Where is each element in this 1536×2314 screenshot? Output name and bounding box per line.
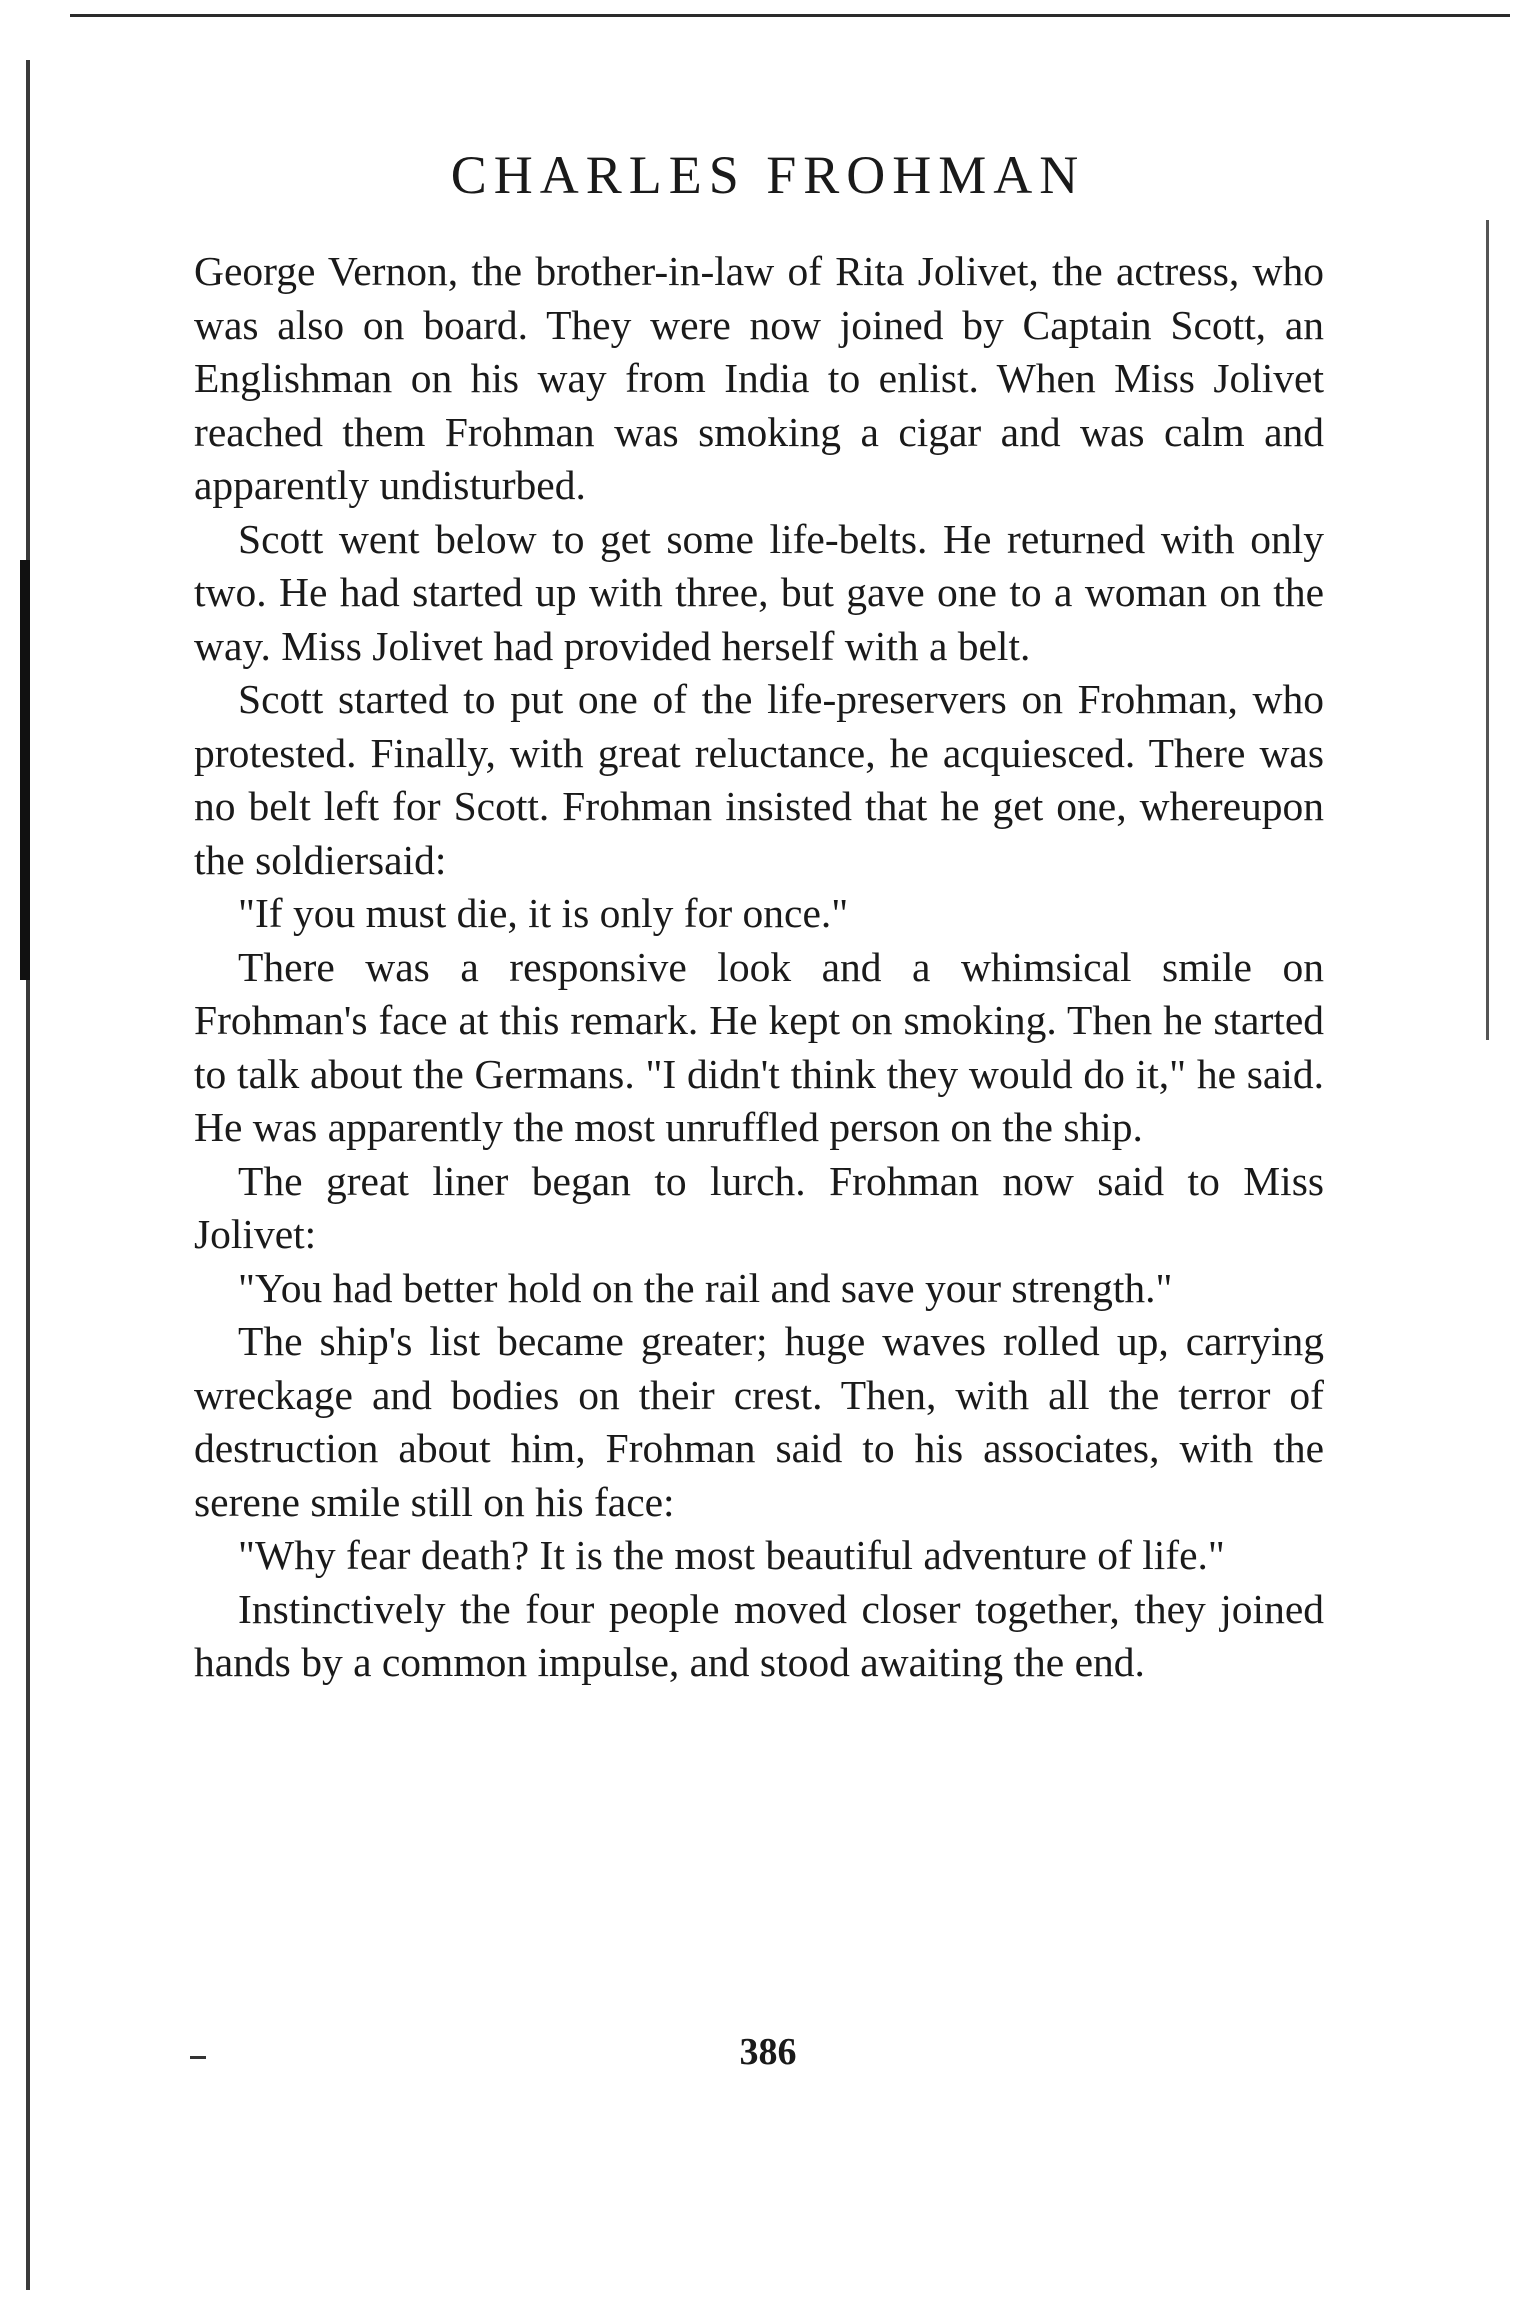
left-margin-line [26, 60, 30, 2290]
paragraph-3: Scott started to put one of the life-preservers on Frohman, who protested. Finally, with great reluctance, he acquiesced. There was no belt left for Scott. Frohman insisted that he get one, whereupon the soldiersaid: [194, 676, 1324, 883]
paragraph-4: "If you must die, it is only for once." [238, 890, 849, 936]
paragraph-7: "You had better hold on the rail and save your strength." [238, 1264, 1173, 1311]
paragraph-5: There was a responsive look and a whimsical smile on Frohman's face at this remark. He kept on smoking. Then he started to talk about the Germans. "I didn't think they would do it," he said. He was apparently the most unruffled person on the ship. [194, 943, 1324, 1150]
paragraph-1: George Vernon, the brother-in-law of Rita Jolivet, the actress, who was also on board. They were now joined by Captain Scott, an Englishman on his way from India to enlist. When Miss Jolivet reached them Frohman was smoking a cigar and was calm and apparently undisturbed. [194, 248, 1324, 508]
paragraph-9: "Why fear death? It is the most beautiful adventure of life." [238, 1532, 1225, 1578]
left-margin-mark [20, 560, 30, 980]
right-margin-line [1486, 220, 1489, 1040]
paragraph-10: Instinctively the four people moved closer together, they joined hands by a common impulse, and stood awaiting the end. [194, 1585, 1324, 1685]
top-border-line [70, 14, 1510, 17]
body-text [194, 245, 1324, 1690]
page-number: 386 [739, 2031, 797, 2073]
paragraph-8: The ship's list became greater; huge waves rolled up, carrying wreckage and bodies on their crest. Then, with all the terror of destruction about him, Frohman said to his associates, with the serene smile still on his face: [194, 1318, 1324, 1525]
paragraph-6: The great liner began to lurch. Frohman now said to Miss Jolivet: [194, 1157, 1324, 1257]
running-title: CHARLES FROHMAN [450, 145, 1086, 205]
paragraph-2: Scott went below to get some life-belts. He returned with only two. He had started up with three, but gave one to a woman on the way. Miss Jolivet had provided herself with a belt. [194, 515, 1324, 669]
